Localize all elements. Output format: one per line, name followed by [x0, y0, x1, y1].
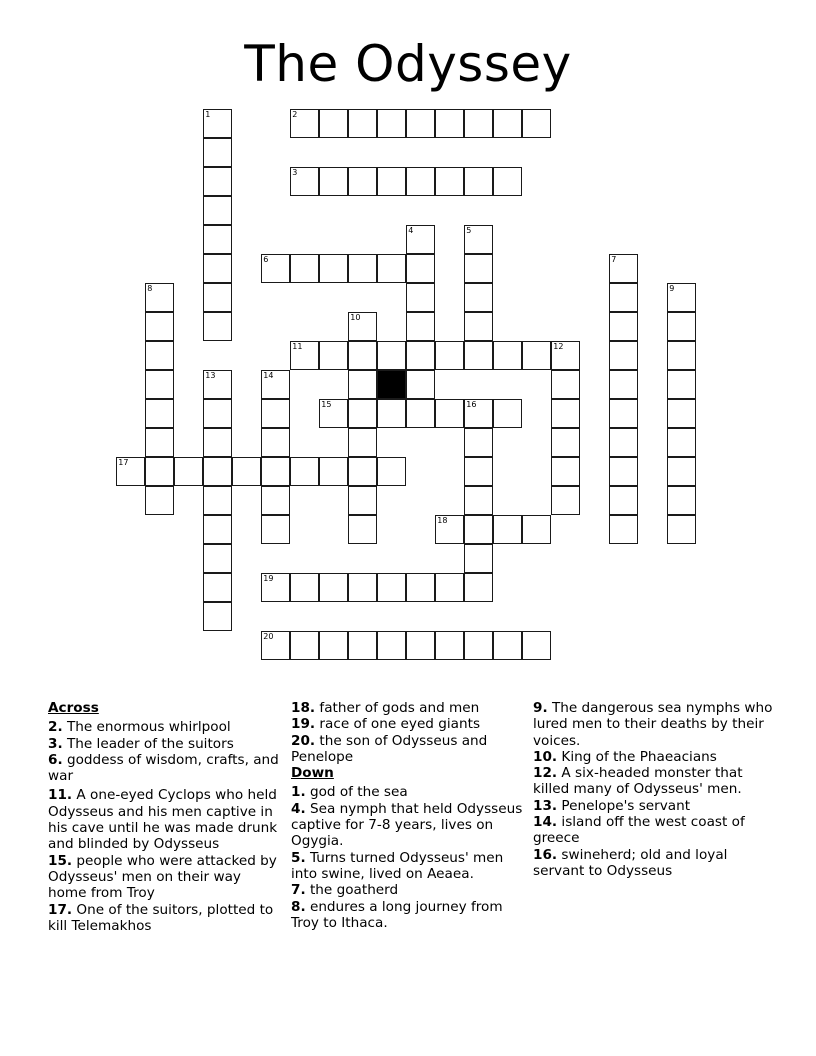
grid-cell[interactable]: [435, 341, 464, 370]
grid-cell[interactable]: [609, 399, 638, 428]
grid-cell[interactable]: [493, 515, 522, 544]
grid-cell[interactable]: [464, 254, 493, 283]
clue-text: One of the suitors, plotted to kill Telemakhos: [48, 901, 274, 934]
grid-cell[interactable]: [203, 109, 232, 138]
grid-cell[interactable]: [348, 428, 377, 457]
grid-cell[interactable]: [377, 167, 406, 196]
grid-cell[interactable]: [667, 399, 696, 428]
grid-cell[interactable]: [493, 167, 522, 196]
grid-cell[interactable]: [609, 312, 638, 341]
cell-number: 4: [408, 226, 414, 236]
grid-cell[interactable]: [203, 457, 232, 486]
grid-cell[interactable]: [290, 167, 319, 196]
grid-cell[interactable]: [348, 573, 377, 602]
grid-cell[interactable]: [203, 196, 232, 225]
clue-number: 8.: [291, 898, 306, 915]
grid-cell[interactable]: [667, 341, 696, 370]
cell-number: 18: [437, 516, 448, 526]
clue-across-3: [48, 736, 280, 752]
clue-text: Sea nymph that held Odysseus captive for 7-8 years, lives on Ogygia.: [291, 800, 523, 850]
grid-cell[interactable]: [348, 109, 377, 138]
grid-cell[interactable]: [203, 544, 232, 573]
clue-number: 19.: [291, 716, 316, 733]
grid-cell[interactable]: [406, 370, 435, 399]
grid-cell[interactable]: [464, 457, 493, 486]
cell-number: 17: [118, 458, 129, 468]
grid-cell[interactable]: [145, 486, 174, 515]
grid-cell[interactable]: [348, 399, 377, 428]
grid-cell[interactable]: [174, 457, 203, 486]
grid-cell[interactable]: [435, 399, 464, 428]
grid-cell[interactable]: [203, 167, 232, 196]
grid-cell[interactable]: [464, 573, 493, 602]
clue-number: 17.: [48, 901, 73, 918]
grid-cell[interactable]: [290, 341, 319, 370]
grid-cell[interactable]: [406, 631, 435, 660]
grid-cell[interactable]: [319, 109, 348, 138]
clue-number: 6.: [48, 751, 63, 768]
clue-text: A one-eyed Cyclops who held Odysseus and his men captive in his cave until he was made drunk and blinded by Odysseus: [48, 787, 278, 853]
clue-text: A six-headed monster that killed many of Odysseus' men.: [533, 765, 743, 798]
cell-number: 16: [466, 400, 477, 410]
grid-cell[interactable]: [348, 167, 377, 196]
grid-cell[interactable]: [464, 515, 493, 544]
grid-cell[interactable]: [667, 370, 696, 399]
clue-down-16: [533, 847, 773, 880]
grid-cell[interactable]: [464, 399, 493, 428]
clue-number: 12.: [533, 765, 558, 782]
clue-text: race of one eyed giants: [319, 716, 481, 733]
grid-cell[interactable]: [464, 341, 493, 370]
grid-cell[interactable]: [493, 341, 522, 370]
grid-cell[interactable]: [319, 167, 348, 196]
clue-down-5: [291, 850, 523, 883]
grid-cell[interactable]: [145, 283, 174, 312]
cell-number: 6: [263, 255, 269, 265]
clue-text: the goatherd: [309, 882, 399, 899]
grid-cell[interactable]: [493, 631, 522, 660]
grid-cell[interactable]: [319, 341, 348, 370]
grid-cell[interactable]: [348, 341, 377, 370]
grid-cell[interactable]: [493, 399, 522, 428]
grid-cell[interactable]: [406, 312, 435, 341]
clue-text: endures a long journey from Troy to Ithaca.: [291, 898, 503, 931]
grid-cell[interactable]: [203, 312, 232, 341]
grid-cell[interactable]: [609, 486, 638, 515]
grid-cell[interactable]: [406, 254, 435, 283]
clue-number: 5.: [291, 849, 306, 866]
grid-cell[interactable]: [435, 573, 464, 602]
puzzle-title: The Odyssey: [244, 35, 572, 93]
grid-cell[interactable]: [348, 254, 377, 283]
grid-cell[interactable]: [145, 341, 174, 370]
grid-cell[interactable]: [261, 399, 290, 428]
clue-number: 10.: [533, 748, 558, 765]
cell-number: 5: [466, 226, 472, 236]
grid-cell[interactable]: [348, 457, 377, 486]
grid-cell[interactable]: [609, 515, 638, 544]
clues-column-2: [291, 700, 523, 931]
grid-cell[interactable]: [261, 457, 290, 486]
grid-cell[interactable]: [290, 109, 319, 138]
cell-number: 9: [669, 284, 675, 294]
clue-text: Turns turned Odysseus' men into swine, lived on Aeaea.: [291, 849, 504, 882]
grid-cell[interactable]: [609, 254, 638, 283]
across-heading: Across: [48, 700, 99, 716]
grid-cell[interactable]: [406, 399, 435, 428]
grid-cell[interactable]: [609, 457, 638, 486]
clue-number: 3.: [48, 735, 63, 752]
grid-cell[interactable]: [609, 428, 638, 457]
grid-cell[interactable]: [290, 573, 319, 602]
clue-text: the son of Odysseus and Penelope: [291, 732, 488, 765]
clue-across-11: [48, 787, 280, 852]
clue-down-12: [533, 765, 773, 798]
clue-number: 7.: [291, 882, 306, 899]
clue-text: father of gods and men: [319, 700, 480, 716]
grid-cell[interactable]: [377, 457, 406, 486]
cell-number: 13: [205, 371, 216, 381]
grid-cell[interactable]: [435, 631, 464, 660]
clue-across-6: [48, 752, 280, 785]
grid-cell[interactable]: [435, 167, 464, 196]
clue-down-4: [291, 801, 523, 850]
cell-number: 3: [292, 168, 298, 178]
clue-text: people who were attacked by Odysseus' men on their way home from Troy: [48, 852, 277, 902]
grid-cell[interactable]: [145, 457, 174, 486]
grid-cell[interactable]: [261, 573, 290, 602]
clue-down-10: [533, 749, 773, 765]
clue-number: 1.: [291, 784, 306, 801]
clue-across-20: [291, 733, 523, 766]
grid-cell[interactable]: [261, 486, 290, 515]
grid-cell[interactable]: [667, 283, 696, 312]
grid-cell[interactable]: [232, 457, 261, 486]
grid-cell[interactable]: [377, 109, 406, 138]
grid-cell[interactable]: [203, 486, 232, 515]
grid-cell[interactable]: [290, 457, 319, 486]
grid-cell[interactable]: [551, 341, 580, 370]
grid-cell[interactable]: [522, 515, 551, 544]
grid-cell[interactable]: [406, 283, 435, 312]
grid-cell[interactable]: [464, 167, 493, 196]
grid-cell[interactable]: [319, 254, 348, 283]
grid-cell[interactable]: [145, 428, 174, 457]
clue-text: The enormous whirlpool: [66, 719, 231, 736]
grid-cell[interactable]: [406, 225, 435, 254]
clue-text: Penelope's servant: [561, 797, 691, 814]
grid-cell[interactable]: [319, 457, 348, 486]
grid-cell[interactable]: [348, 515, 377, 544]
grid-cell[interactable]: [319, 399, 348, 428]
cell-number: 14: [263, 371, 274, 381]
clue-number: 2.: [48, 719, 63, 736]
cell-number: 12: [553, 342, 564, 352]
grid-cell[interactable]: [667, 486, 696, 515]
clue-number: 15.: [48, 852, 73, 869]
grid-cell[interactable]: [377, 341, 406, 370]
grid-cell[interactable]: [348, 631, 377, 660]
clue-down-14: [533, 814, 773, 847]
clue-number: 16.: [533, 846, 558, 863]
grid-cell[interactable]: [348, 312, 377, 341]
clue-text: island off the west coast of greece: [533, 814, 745, 847]
grid-cell[interactable]: [464, 312, 493, 341]
clues-column-1: [48, 700, 280, 934]
grid-cell[interactable]: [464, 109, 493, 138]
grid-cell[interactable]: [667, 457, 696, 486]
clue-number: 4.: [291, 800, 306, 817]
clue-across-2: [48, 719, 280, 735]
clue-text: King of the Phaeacians: [561, 748, 717, 765]
clue-down-8: [291, 899, 523, 932]
grid-cell[interactable]: [145, 399, 174, 428]
grid-cell[interactable]: [551, 399, 580, 428]
clue-text: swineherd; old and loyal servant to Odysseus: [533, 846, 728, 879]
clue-across-19: [291, 716, 523, 732]
grid-cell[interactable]: [551, 370, 580, 399]
grid-cell[interactable]: [464, 225, 493, 254]
grid-cell[interactable]: [203, 225, 232, 254]
grid-cell[interactable]: [116, 457, 145, 486]
grid-cell[interactable]: [464, 283, 493, 312]
clue-number: 13.: [533, 797, 558, 814]
grid-cell[interactable]: [377, 631, 406, 660]
grid-cell[interactable]: [406, 167, 435, 196]
grid-cell[interactable]: [551, 486, 580, 515]
down-heading: Down: [291, 765, 334, 782]
clues-column-3: [533, 700, 773, 879]
grid-cell[interactable]: [377, 573, 406, 602]
grid-cell[interactable]: [464, 428, 493, 457]
cell-number: 8: [147, 284, 153, 294]
grid-cell[interactable]: [551, 428, 580, 457]
grid-cell[interactable]: [377, 399, 406, 428]
cell-number: 15: [321, 400, 332, 410]
clue-across-15: [48, 853, 280, 902]
grid-cell[interactable]: [464, 631, 493, 660]
grid-cell[interactable]: [261, 370, 290, 399]
grid-cell[interactable]: [145, 370, 174, 399]
grid-cell[interactable]: [145, 312, 174, 341]
grid-cell[interactable]: [609, 283, 638, 312]
grid-cell[interactable]: [406, 341, 435, 370]
clue-number: 9.: [533, 700, 548, 716]
grid-cell[interactable]: [551, 457, 580, 486]
cell-number: 7: [611, 255, 617, 265]
grid-cell[interactable]: [203, 515, 232, 544]
clue-across-17: [48, 902, 280, 935]
grid-cell[interactable]: [406, 109, 435, 138]
cell-number: 1: [205, 110, 211, 120]
grid-cell[interactable]: [464, 486, 493, 515]
grid-cell[interactable]: [522, 631, 551, 660]
clue-text: The dangerous sea nymphs who lured men to their deaths by their voices.: [533, 700, 773, 749]
cell-number: 11: [292, 342, 303, 352]
grid-cell[interactable]: [522, 341, 551, 370]
grid-cell[interactable]: [667, 312, 696, 341]
clue-number: 20.: [291, 732, 316, 749]
grid-cell[interactable]: [522, 109, 551, 138]
clue-down-7: [291, 882, 523, 898]
clue-number: 11.: [48, 787, 73, 804]
clue-text: goddess of wisdom, crafts, and war: [48, 751, 279, 785]
clue-text: god of the sea: [309, 784, 408, 801]
grid-cell[interactable]: [203, 428, 232, 457]
grid-cell[interactable]: [290, 254, 319, 283]
grid-cell[interactable]: [261, 515, 290, 544]
clue-text: The leader of the suitors: [66, 735, 234, 752]
grid-cell[interactable]: [203, 573, 232, 602]
grid-cell[interactable]: [609, 341, 638, 370]
grid-cell[interactable]: [435, 515, 464, 544]
grid-cell[interactable]: [348, 370, 377, 399]
grid-cell[interactable]: [290, 631, 319, 660]
clue-across-18: [291, 700, 523, 716]
grid-cell[interactable]: [203, 399, 232, 428]
clue-number: 18.: [291, 700, 316, 716]
cell-number: 10: [350, 313, 361, 323]
grid-cell[interactable]: [203, 283, 232, 312]
black-cell: [377, 370, 406, 399]
grid-cell[interactable]: [406, 573, 435, 602]
grid-cell[interactable]: [261, 428, 290, 457]
grid-cell[interactable]: [667, 515, 696, 544]
clue-down-13: [533, 798, 773, 814]
cell-number: 20: [263, 632, 274, 642]
clue-number: 14.: [533, 814, 558, 831]
grid-cell[interactable]: [348, 486, 377, 515]
grid-cell[interactable]: [667, 428, 696, 457]
grid-cell[interactable]: [493, 109, 522, 138]
grid-cell[interactable]: [319, 631, 348, 660]
grid-cell[interactable]: [261, 254, 290, 283]
cell-number: 2: [292, 110, 298, 120]
clue-down-9: [533, 700, 773, 749]
grid-cell[interactable]: [203, 138, 232, 167]
cell-number: 19: [263, 574, 274, 584]
grid-cell[interactable]: [261, 631, 290, 660]
grid-cell[interactable]: [435, 109, 464, 138]
grid-cell[interactable]: [609, 370, 638, 399]
grid-cell[interactable]: [464, 544, 493, 573]
grid-cell[interactable]: [203, 602, 232, 631]
grid-cell[interactable]: [319, 573, 348, 602]
grid-cell[interactable]: [203, 370, 232, 399]
clue-down-1: [291, 784, 523, 800]
grid-cell[interactable]: [203, 254, 232, 283]
grid-cell[interactable]: [377, 254, 406, 283]
